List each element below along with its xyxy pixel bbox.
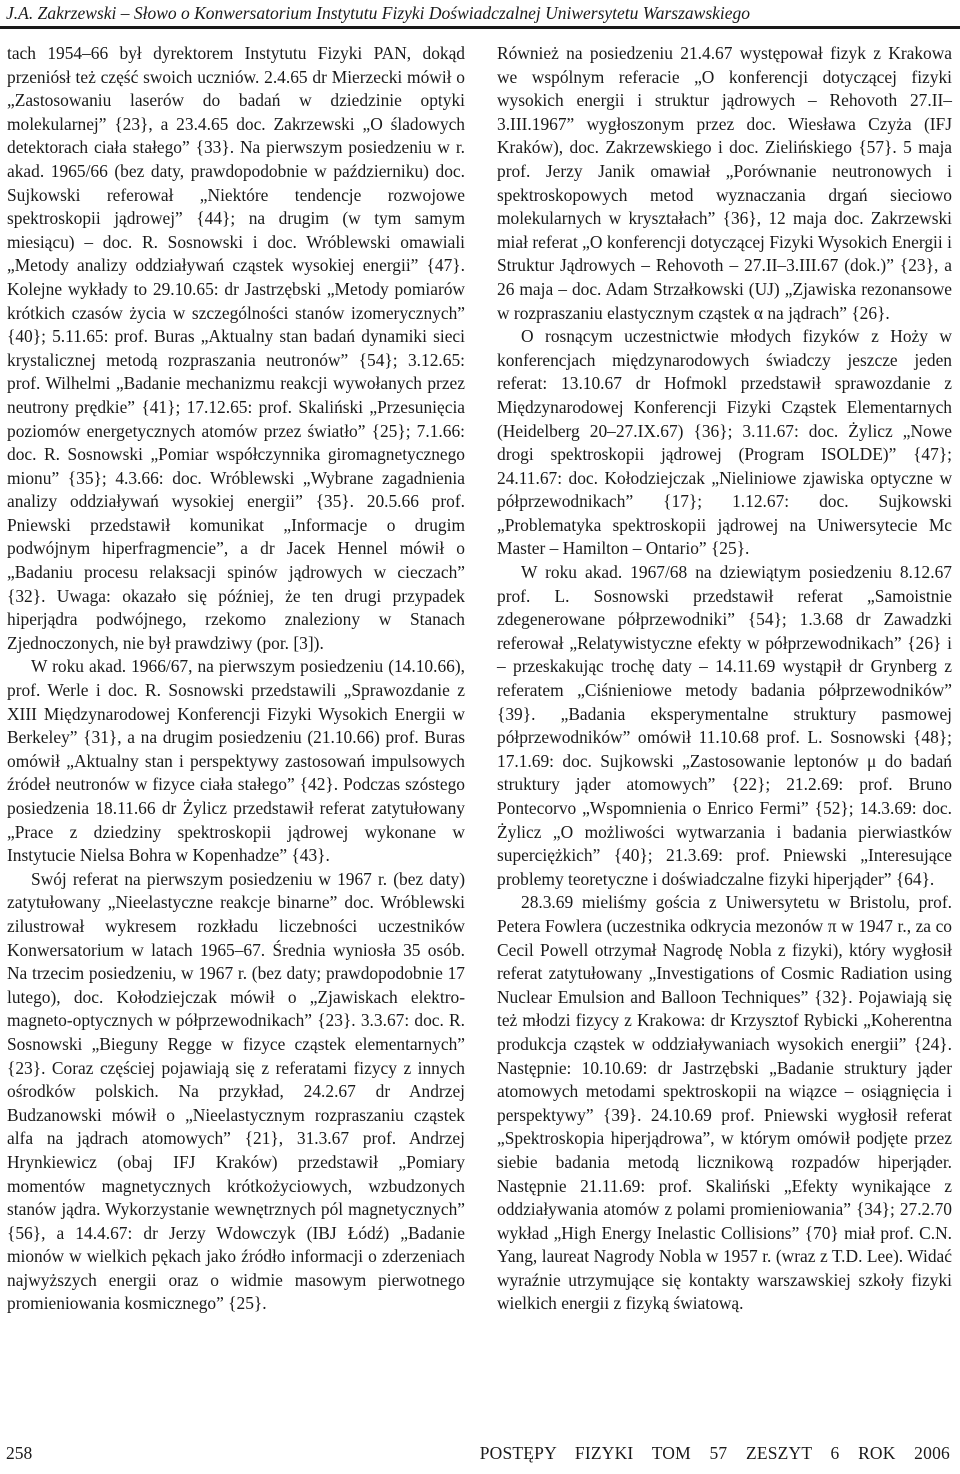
right-column: [497, 42, 952, 1316]
left-column: [7, 42, 465, 1316]
journal-volume: TOM 57: [651, 1443, 728, 1463]
right-paragraph-1: Również na posiedzeniu 21.4.67 występował fizyk z Krakowa we wspólnym referacie „O konferencji dotyczącej fizyki wysokich energii i struktur jądrowych – Rehovoth 27.II–3.III.1967” wygłoszonym przez doc. Wiesława Czyża (IFJ Kraków), doc. Zakrzewskiego i doc. Zielińskiego {57}. 5 maja prof. Jerzy Janik omawiał „Porównanie neutronowych i spektroskopowych metod wyznaczania drgań sieciowo molekularnych w kryształach” {36}, 12 maja doc. Zakrzewski miał referat „O konferencji dotyczącej Fizyki Wysokich Energii i Struktur Jądrowych – Rehovoth – 27.II–3.III.67 (dok.)” {23}, a 26 maja – doc. Adam Strzałkowski (UJ) „Zjawiska rezonansowe w rozpraszaniu elastycznym cząstek α na jądrach” {26}.: [497, 43, 952, 323]
journal-issue: ZESZYT 6: [745, 1443, 840, 1463]
right-paragraph-4: 28.3.69 mieliśmy gościa z Uniwersytetu w Bristolu, prof. Petera Fowlera (uczestnika odkrycia mezonów π w 1947 r., za co Cecil Powell otrzymał Nagrodę Nobla z fizyki), który wygłosił referat zatytułowany „Investigations of Cosmic Radiation using Nuclear Emulsion and Balloon Techniques” {32}. Pojawiają się też młodzi fizycy z Krakowa: dr Krzysztof Rybicki „Koherentna produkcja cząstek w oddziaływaniach wysokich energii” {24}. Następnie: 10.10.69: dr Jastrzębski „Badanie struktury jąder atomowych metodami spektroskopii na wiązce – osiągnięcia i perspektywy” {39}. 24.10.69 prof. Pniewski wygłosił referat „Spektroskopia hiperjądrowa”, w którym omówił podjęte przez siebie badania metodą licznikową rozpadów hiperjąder. Następnie 21.11.69: prof. Skaliński „Efekty wynikające z oddziaływania atomów z polami promieniowania” {34}; 27.2.70 wykład „High Energy Inelastic Collisions” {70} miał prof. C.N. Yang, laureat Nagrody Nobla w 1957 r. (wraz z T.D. Lee). Widać wyraźnie utrzymujące się kontakty warszawskiej szkoły fizyki wielkich energii z fizyką światową.: [497, 892, 952, 1314]
left-paragraph-2: W roku akad. 1966/67, na pierwszym posiedzeniu (14.10.66), prof. Werle i doc. R. Sosnowski przedstawili „Sprawozdanie z XIII Międzynarodowej Konferencji Fizyki Wysokich Energii w Berkeley” {31}, a na drugim posiedzeniu (21.10.66) prof. Buras omówił „Aktualny stan i perspektywy zastosowań impulsowych źródeł neutronów w fizyce ciała stałego” {42}. Podczas szóstego posiedzenia 18.11.66 dr Żylicz przedstawił referat zatytułowany „Prace z dziedziny spektroskopii jądrowej wykonane w Instytucie Nielsa Bohra w Kopenhadze” {43}.: [7, 656, 465, 866]
journal-year: ROK 2006: [858, 1443, 950, 1463]
left-paragraph-1: tach 1954–66 był dyrektorem Instytutu Fizyki PAN, dokąd przeniósł też część swoich uczniów. 2.4.65 dr Mierzecki mówił o „Zastosowaniu laserów do badań w dziedzinie optyki molekularnej” {23}, a 23.4.65 doc. Zakrzewski „O śladowych detektorach ciała stałego” {33}. Na pierwszym posiedzeniu w r. akad. 1965/66 (bez daty, prawdopodobnie w październiku) doc. Sujkowski referował „Niektóre tendencje rozwojowe spektroskopii jądrowej” {44}; na drugim (w tym samym miesiącu) – doc. R. Sosnowski i doc. Wróblewski omawiali „Metody analizy oddziaływań cząstek wysokiej energii” {47}. Kolejne wykłady to 29.10.65: dr Jastrzębski „Metody pomiarów krótkich czasów życia w szczególności stanów izomerycznych” {40}; 5.11.65: prof. Buras „Aktualny stan badań dynamiki sieci krystalicznej metodą rozpraszania neutronów” {54}; 3.12.65: prof. Wilhelmi „Badanie mechanizmu reakcji wywołanych przez neutrony prędkie” {41}; 17.12.65: prof. Skaliński „Przesunięcia poziomów energetycznych atomów przez światło” {25}; 7.1.66: doc. R. Sosnowski „Pomiar współczynnika giromagnetycznego mionu” {35}; 4.3.66: doc. Wróblewski „Wybrane zagadnienia analizy oddziaływań wysokiej energii” {35}. 20.5.66 prof. Pniewski przedstawił komunikat „Informacje o drugim podwójnym hiperfragmencie”, a dr Jacek Hennel mówił o „Badaniu procesu relaksacji spinów jądrowych w cieczach” {32}. Uwaga: okazało się później, że ten drugi przypadek hiperjądra podwójnego, rzekomo znaleziony w Stanach Zjednoczonych, nie był prawdziwy (por. [3]).: [7, 43, 465, 653]
journal-name: POSTĘPY FIZYKI: [479, 1443, 634, 1463]
header-rule: [0, 26, 960, 29]
left-paragraph-3: Swój referat na pierwszym posiedzeniu w 1967 r. (bez daty) zatytułowany „Nieelastyczne reakcje binarne” doc. Wróblewski zilustrował wykresem rozkładu liczebności uczestników Konwersatorium w latach 1965–67. Średnia wyniosła 35 osób. Na trzecim posiedzeniu, w 1967 r. (bez daty; prawdopodobnie 17 lutego), doc. Kołodziejczak mówił o „Zjawiskach elektro-magneto-optycznych w półprzewodnikach” {23}. 3.3.67: doc. R. Sosnowski „Bieguny Regge w fizyce cząstek elementarnych” {23}. Coraz częściej pojawiają się z referatami fizycy z innych ośrodków polskich. Na przykład, 24.2.67 dr Andrzej Budzanowski mówił o „Nieelastycznym rozpraszaniu cząstek alfa na jądrach atomowych” {21}, 31.3.67 prof. Andrzej Hrynkiewicz (obaj IFJ Kraków) przedstawił „Pomiary momentów magnetycznych krótkożyciowych, wzbudzonych stanów jądra. Wykorzystanie wewnętrznych pól magnetycznych” {56}, a 14.4.67: dr Jerzy Wdowczyk (IBJ Łódź) „Badanie mionów w wielkich pękach jako źródło informacji o zderzeniach najwyższych energii oraz o widmie masowym pierwotnego promieniowania kosmicznego” {25}.: [7, 868, 465, 1314]
page-footer: [6, 1442, 950, 1466]
right-paragraph-3: W roku akad. 1967/68 na dziewiątym posiedzeniu 8.12.67 prof. L. Sosnowski przedstawił referat „Samoistnie zdegenerowane półprzewodniki” {54}; 1.3.68 dr Zawadzki referował „Relatywistyczne efekty w półprzewodnikach” {26} i – przeskakując trochę daty – 14.11.69 wystąpił dr Grynberg z referatem „Ciśnieniowe metody badania półprzewodników” {39}. „Badania eksperymentalne struktury pasmowej półprzewodników” omówił 11.10.68 prof. L. Sosnowski {48}; 17.1.69: doc. Sujkowski „Zastosowanie leptonów μ do badań struktury jąder atomowych” {22}; 21.2.69: prof. Bruno Pontecorvo „Wspomnienia o Enrico Fermi” {52}; 14.3.69: doc. Żylicz „O możliwości wytwarzania i badania pierwiastków superciężkich” {40}; 21.3.69: prof. Pniewski „Interesujące problemy teoretyczne i doświadczalne fizyki hiperjąder” {64}.: [497, 562, 952, 889]
running-header: J.A. Zakrzewski – Słowo o Konwersatorium Instytutu Fizyki Doświadczalnej Uniwersytetu Warszawskiego: [6, 3, 751, 23]
page-number: 258: [6, 1443, 33, 1463]
right-paragraph-2: O rosnącym uczestnictwie młodych fizyków z Hoży w konferencjach międzynarodowych świadczy jeszcze jeden referat: 13.10.67 dr Hofmokl przedstawił sprawozdanie z Międzynarodowej Konferencji Fizyki Cząstek Elementarnych (Heidelberg 20–27.IX.67) {36}; 3.11.67: doc. Żylicz „Nowe drogi spektroskopii jądrowej (Program ISOLDE)” {47}; 24.11.67: doc. Kołodziejczak „Nieliniowe zjawiska optyczne w półprzewodnikach” {17}; 1.12.67: doc. Sujkowski „Problematyka spektroskopii jądrowej na Uniwersytecie Mc Master – Hamilton – Ontario” {25}.: [497, 326, 952, 559]
journal-info: [480, 1442, 950, 1464]
